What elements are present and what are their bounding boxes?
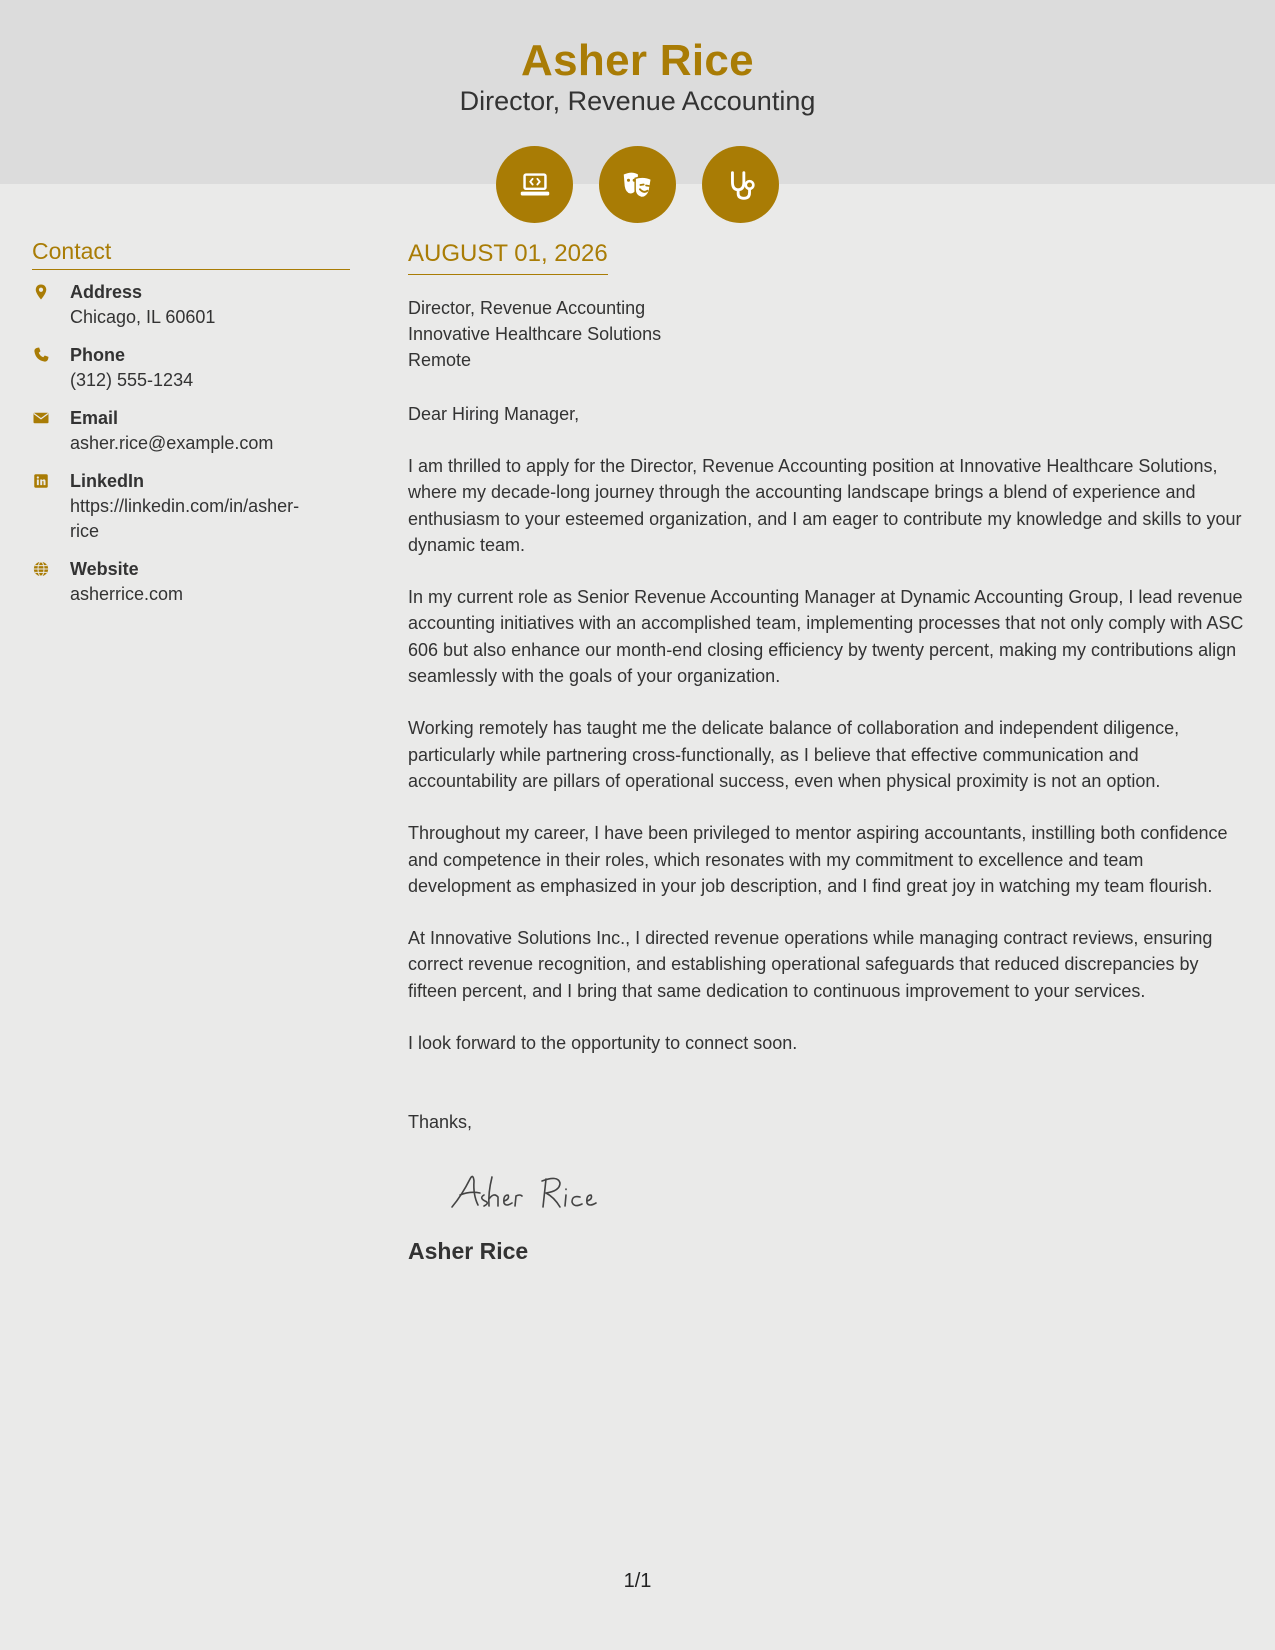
contact-list [32, 280, 350, 607]
contact-sidebar [32, 238, 350, 620]
letter-paragraph: I am thrilled to apply for the Director, Revenue Accounting position at Innovative Healthcare Solutions, where my decade-long journey through the accounting landscape brings a blend of experience and enthusiasm to your esteemed organization, and I am eager to contribute my knowledge and skills to your dynamic team. [408, 456, 1242, 555]
phone-value: (312) 555-1234 [70, 370, 194, 390]
globe-icon [32, 557, 70, 607]
linkedin-icon [32, 469, 70, 544]
contact-label: LinkedIn [70, 471, 145, 491]
contact-label: Phone [70, 345, 126, 365]
signer-name: Asher Rice [408, 1238, 529, 1265]
letter-body [408, 240, 1248, 1265]
contact-label: Email [70, 408, 119, 428]
letter-paragraph: I look forward to the opportunity to connect soon. [408, 1033, 798, 1054]
letter-date: AUGUST 01, 2026 [408, 240, 608, 275]
laptop-code-icon [496, 146, 573, 223]
closing: Thanks, [408, 1112, 473, 1133]
linkedin-value[interactable]: https://linkedin.com/in/asher-rice [70, 496, 300, 541]
map-pin-icon [32, 280, 70, 330]
applicant-name: Asher Rice [521, 36, 754, 85]
letter-paragraph: At Innovative Solutions Inc., I directed revenue operations while managing contract reviews, ensuring correct revenue recognition, and establishing operational safeguards that reduced discrepancies by fifteen percent, and I bring that same dedication to continuous improvement to your services. [408, 928, 1213, 1001]
interest-icons [0, 146, 1275, 223]
contact-item-address [32, 280, 350, 330]
page-number: 1/1 [623, 1570, 652, 1592]
letter-paragraph: Working remotely has taught me the delicate balance of collaboration and independent diligence, particularly while partnering cross-functionally, as I believe that effective communication and accountability are pillars of operational success, even when physical proximity is not an option. [408, 718, 1180, 791]
letter-paragraph: In my current role as Senior Revenue Accounting Manager at Dynamic Accounting Group, I lead revenue accounting initiatives with an accomplished team, implementing processes that not only comply with ASC 606 but also enhance our month-end closing efficiency by twenty percent, making my contributions align seamlessly with the goals of your organization. [408, 587, 1244, 687]
recipient-location: Remote [408, 350, 472, 370]
website-value[interactable]: asherrice.com [70, 584, 184, 604]
contact-item-linkedin [32, 469, 350, 544]
contact-label: Website [70, 559, 139, 579]
contact-item-email [32, 406, 350, 456]
recipient-company: Innovative Healthcare Solutions [408, 324, 662, 344]
contact-item-phone [32, 343, 350, 393]
stethoscope-icon [702, 146, 779, 223]
contact-item-website [32, 557, 350, 607]
contact-section-title: Contact [32, 238, 350, 270]
recipient-block [408, 295, 1248, 373]
email-value[interactable]: asher.rice@example.com [70, 433, 274, 453]
address-value: Chicago, IL 60601 [70, 307, 216, 327]
salutation: Dear Hiring Manager, [408, 404, 580, 424]
recipient-title: Director, Revenue Accounting [408, 298, 646, 318]
contact-label: Address [70, 282, 143, 302]
letter-paragraph: Throughout my career, I have been privileged to mentor aspiring accountants, instilling both confidence and competence in their roles, which resonates with my commitment to excellence and team development as emphasized in your job description, and I find great joy in watching my team flourish. [408, 823, 1228, 896]
handwritten-signature [448, 1165, 638, 1215]
phone-icon [32, 343, 70, 393]
envelope-icon [32, 406, 70, 456]
applicant-headline: Director, Revenue Accounting [459, 86, 816, 116]
theater-masks-icon [599, 146, 676, 223]
